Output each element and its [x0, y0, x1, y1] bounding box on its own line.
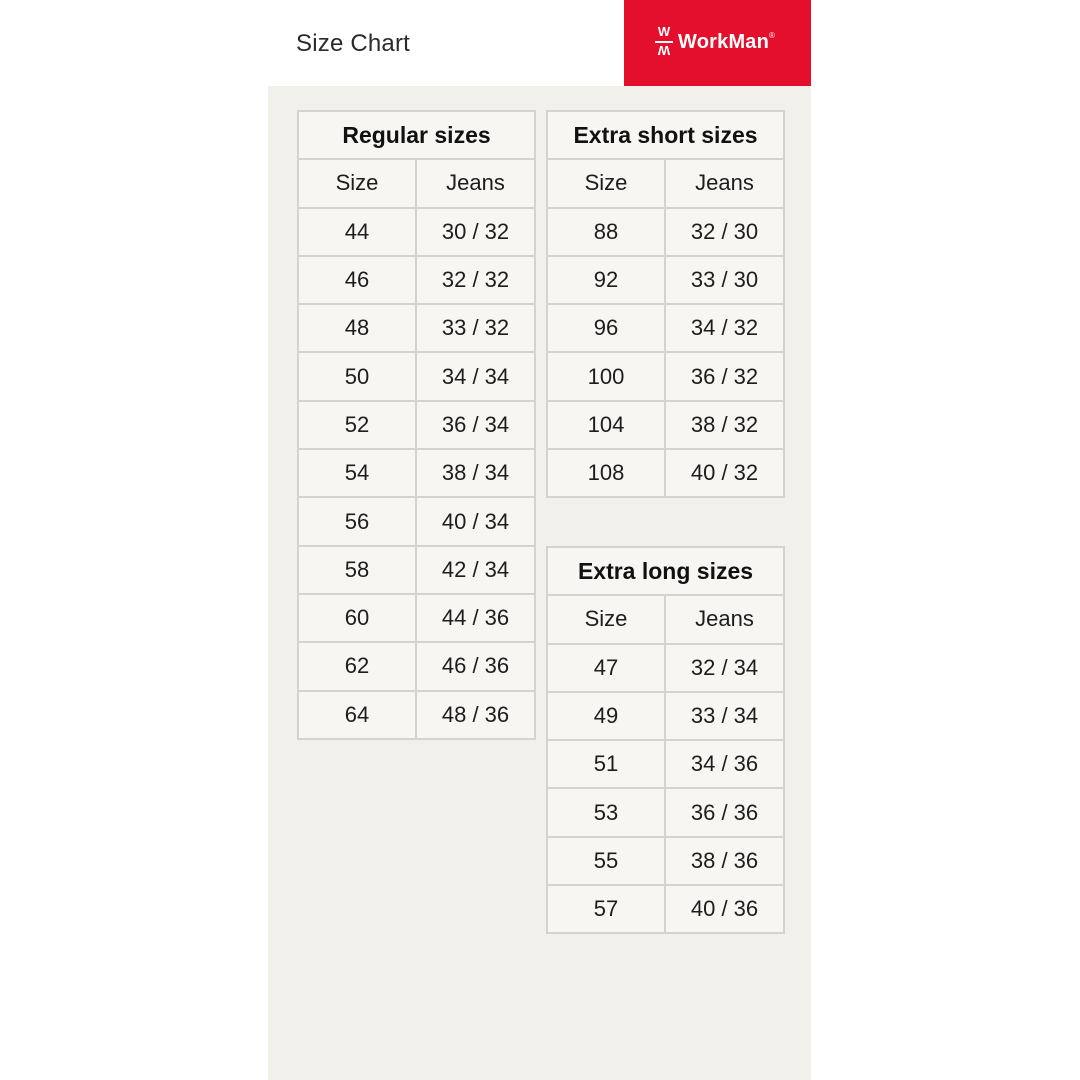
size-cell: 51 [547, 740, 665, 788]
size-cell: 56 [298, 497, 416, 545]
size-cell: 100 [547, 352, 665, 400]
jeans-cell: 40 / 36 [665, 885, 784, 933]
table-title-row [547, 547, 784, 595]
table-row [298, 546, 535, 594]
size-cell: 58 [298, 546, 416, 594]
table-row [298, 691, 535, 739]
table-row [298, 304, 535, 352]
size-cell: 96 [547, 304, 665, 352]
registered-mark: ® [769, 31, 776, 40]
table-row [547, 401, 784, 449]
jeans-cell: 30 / 32 [416, 208, 535, 256]
jeans-cell: 34 / 32 [665, 304, 784, 352]
column-header-size: Size [298, 159, 416, 207]
table-row [547, 256, 784, 304]
jeans-cell: 40 / 32 [665, 449, 784, 497]
column-header-jeans: Jeans [416, 159, 535, 207]
jeans-cell: 36 / 32 [665, 352, 784, 400]
table-title: Extra long sizes [547, 547, 784, 595]
table-header-row [298, 159, 535, 207]
column-header-size: Size [547, 159, 665, 207]
table-row [547, 885, 784, 933]
table-row [298, 208, 535, 256]
table-row [547, 644, 784, 692]
table-row [547, 837, 784, 885]
table-row [547, 692, 784, 740]
extra-short-sizes-table [546, 110, 785, 498]
size-cell: 64 [298, 691, 416, 739]
jeans-cell: 32 / 32 [416, 256, 535, 304]
table-row [298, 642, 535, 690]
jeans-cell: 33 / 32 [416, 304, 535, 352]
size-cell: 57 [547, 885, 665, 933]
size-cell: 92 [547, 256, 665, 304]
table-row [298, 256, 535, 304]
column-header-jeans: Jeans [665, 159, 784, 207]
table-row [298, 401, 535, 449]
size-cell: 50 [298, 352, 416, 400]
size-cell: 44 [298, 208, 416, 256]
table-row [547, 740, 784, 788]
table-row [298, 594, 535, 642]
jeans-cell: 42 / 34 [416, 546, 535, 594]
size-cell: 88 [547, 208, 665, 256]
jeans-cell: 48 / 36 [416, 691, 535, 739]
table-row [547, 352, 784, 400]
size-cell: 60 [298, 594, 416, 642]
size-cell: 47 [547, 644, 665, 692]
jeans-cell: 34 / 34 [416, 352, 535, 400]
brand-logo [624, 0, 811, 86]
table-row [547, 788, 784, 836]
workman-logo-icon [654, 26, 674, 60]
table-title: Regular sizes [298, 111, 535, 159]
brand-mark-bottom: W [657, 43, 671, 58]
table-header-row [547, 595, 784, 643]
page-title: Size Chart [296, 30, 411, 57]
table-row [298, 352, 535, 400]
jeans-cell: 46 / 36 [416, 642, 535, 690]
table-title: Extra short sizes [547, 111, 784, 159]
jeans-cell: 38 / 32 [665, 401, 784, 449]
table-row [298, 497, 535, 545]
size-cell: 55 [547, 837, 665, 885]
extra-long-sizes-table [546, 546, 785, 934]
size-cell: 48 [298, 304, 416, 352]
jeans-cell: 38 / 36 [665, 837, 784, 885]
table-row [298, 449, 535, 497]
size-cell: 108 [547, 449, 665, 497]
jeans-cell: 32 / 30 [665, 208, 784, 256]
size-cell: 46 [298, 256, 416, 304]
size-cell: 104 [547, 401, 665, 449]
jeans-cell: 33 / 34 [665, 692, 784, 740]
table-row [547, 449, 784, 497]
brand-name-text: WorkMan [678, 31, 770, 53]
table-row [547, 304, 784, 352]
jeans-cell: 32 / 34 [665, 644, 784, 692]
brand-name [678, 31, 775, 54]
jeans-cell: 38 / 34 [416, 449, 535, 497]
size-cell: 54 [298, 449, 416, 497]
size-cell: 62 [298, 642, 416, 690]
column-header-jeans: Jeans [665, 595, 784, 643]
size-cell: 52 [298, 401, 416, 449]
table-row [547, 208, 784, 256]
jeans-cell: 44 / 36 [416, 594, 535, 642]
column-header-size: Size [547, 595, 665, 643]
jeans-cell: 40 / 34 [416, 497, 535, 545]
table-title-row [298, 111, 535, 159]
jeans-cell: 36 / 36 [665, 788, 784, 836]
brand-mark-top: W [657, 24, 671, 39]
size-cell: 53 [547, 788, 665, 836]
table-header-row [547, 159, 784, 207]
jeans-cell: 34 / 36 [665, 740, 784, 788]
jeans-cell: 36 / 34 [416, 401, 535, 449]
regular-sizes-table [297, 110, 536, 740]
size-cell: 49 [547, 692, 665, 740]
jeans-cell: 33 / 30 [665, 256, 784, 304]
table-title-row [547, 111, 784, 159]
